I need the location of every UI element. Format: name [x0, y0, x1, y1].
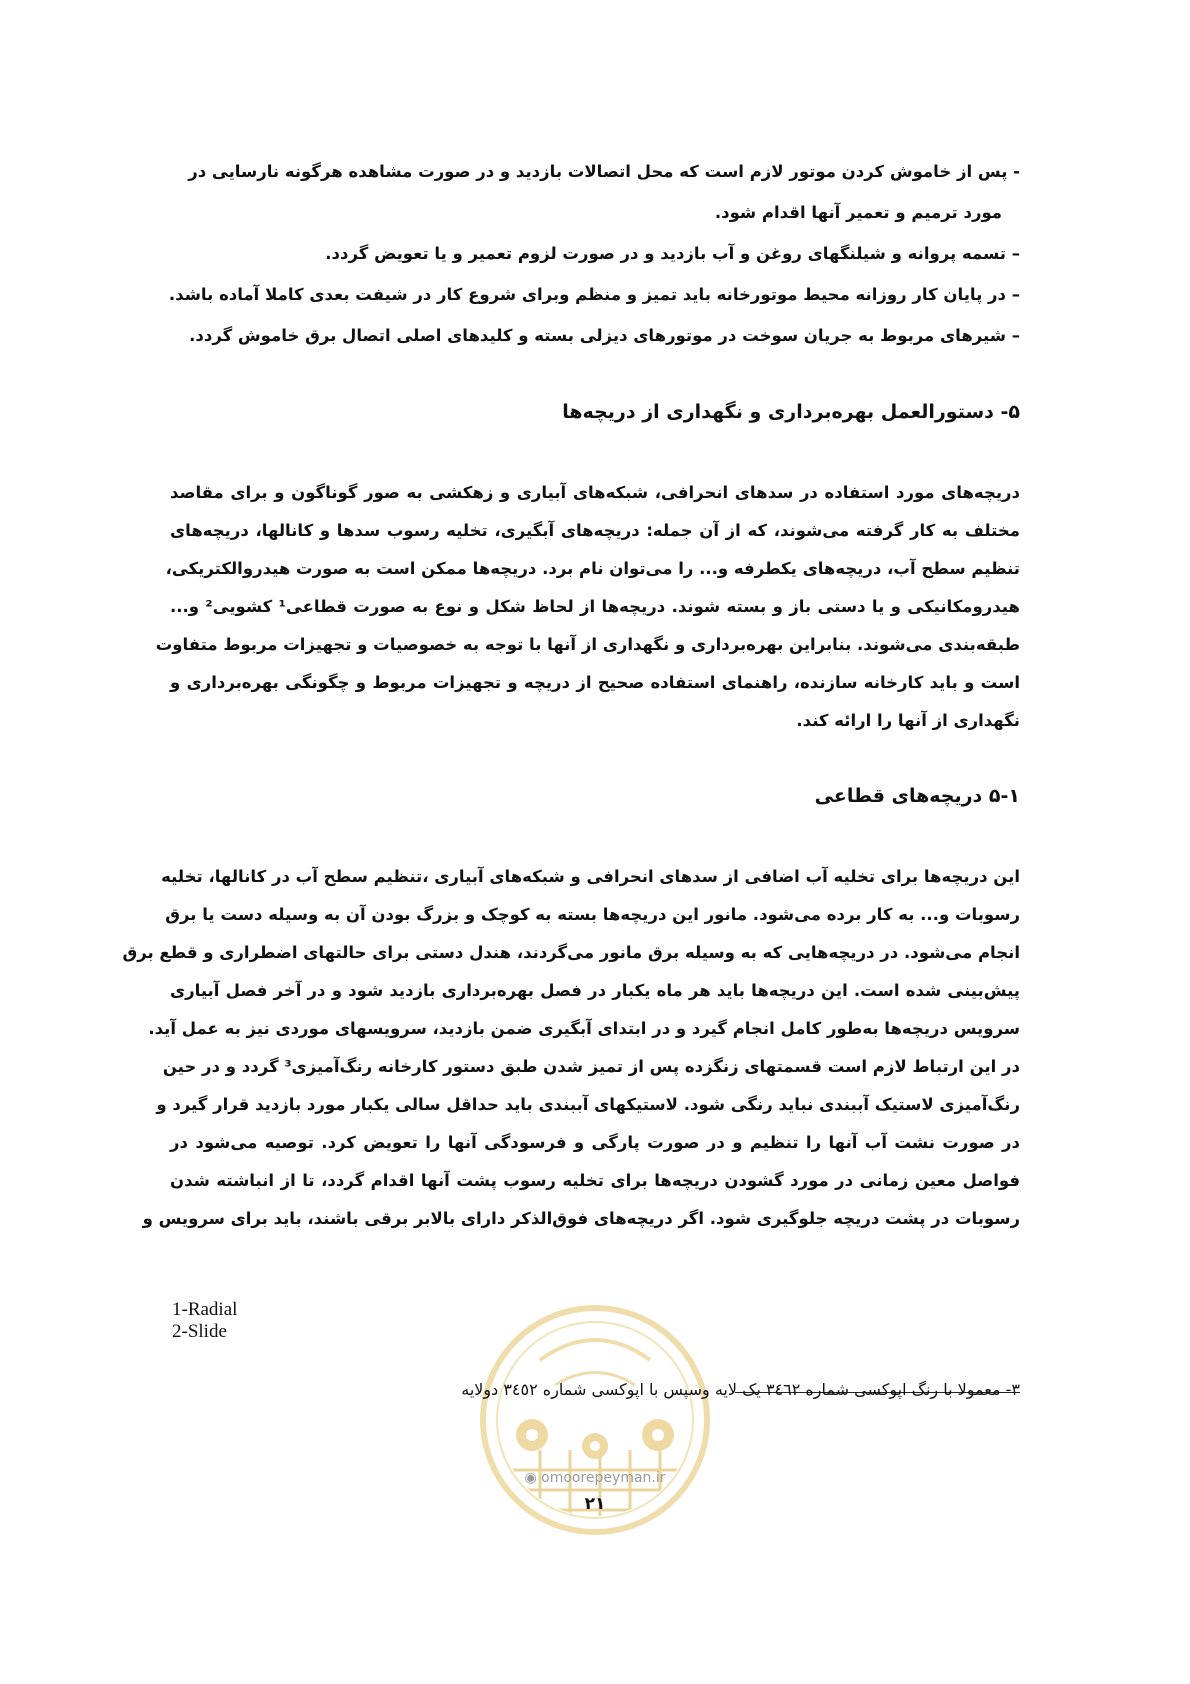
section-5-1-line: رنگ‌آمیزی لاستیک آببندی نباید رنگی شود. لاستیکهای آببندی باید حداقل سالی یکبار مورد بازدید قرار گیرد و [156, 1095, 1020, 1114]
section-5-line: است و باید کارخانه سازنده، راهنمای استفاده صحیح از دریچه و تجهیزات مربوط و چگونگی بهره‌برداری و [170, 673, 1020, 692]
section-5-1-line: سرویس دریچه‌ها به‌طور کامل انجام گیرد و در ابتدای آبگیری ضمن بازدید، سرویسهای موردی نیز به عمل آید. [148, 1019, 1020, 1038]
section-5-line: تنظیم سطح آب، دریچه‌های یکطرفه و... را می‌توان نام برد. دریچه‌ها ممکن است به صورت هیدروالکتریکی، [165, 559, 1020, 578]
intro-bullet-2: – تسمه پروانه و شیلنگهای روغن و آب بازدید و در صورت لزوم تعمیر و یا تعویض گردد. [325, 244, 1020, 263]
section-5-1-line: در صورت نشت آب آنها را تنظیم و در صورت پارگی و فرسودگی آنها را تعویض کرد. توصیه می‌شود در [170, 1133, 1020, 1152]
section-5-1-line: فواصل معین زمانی در مورد گشودن دریچه‌ها برای تخلیه رسوب پشت آنها اقدام گردد، تا از انباشته شدن [170, 1171, 1020, 1190]
footnote-1: 1-Radial [172, 1299, 238, 1320]
watermark-url [0, 1470, 1190, 1486]
section-5-line: طبقه‌بندی می‌شوند. بنابراین بهره‌برداری و نگهداری از آنها با توجه به خصوصیات و تجهیزات مربوط متفاوت [155, 635, 1020, 654]
watermark-url-text: omoorepeyman.ir [541, 1470, 666, 1486]
section-5-1-line: این دریچه‌ها برای تخلیه آب اضافی از سدهای انحرافی و شبکه‌های آبیاری ،تنظیم سطح آب در کانالها، تخلیه [161, 867, 1020, 886]
watermark-logo-mark: ◉ [524, 1470, 537, 1486]
section-5-1-line: رسوبات و... به کار برده می‌شود. مانور این دریچه‌ها بسته به کوچک و بزرگ بودن آن به وسیله دست یا برق [165, 905, 1020, 924]
section-5-line: مختلف به کار گرفته می‌شوند، که از آن جمله: دریچه‌های آبگیری، تخلیه رسوب سدها و کانالها، دریچه‌های [170, 521, 1020, 540]
section-5-line: دریچه‌های مورد استفاده در سدهای انحرافی، شبکه‌های آبیاری و زهکشی به صور گوناگون و برای مقاصد [170, 483, 1020, 502]
footnote-2: 2-Slide [172, 1321, 227, 1342]
section-5-1-line: رسوبات در پشت دریچه جلوگیری شود. اگر دریچه‌های فوق‌الذکر دارای بالابر برقی باشند، باید برای سرویس و [142, 1209, 1020, 1228]
section-5-1-heading: ۵-۱ دریچه‌های قطاعی [814, 785, 1020, 807]
footnote-3: ۳- معمولا با رنگ اپوکسی شماره ۳٤٦۲ یک لایه وسپس با اپوکسی شماره ۳٤٥۲ دولایه [461, 1380, 1020, 1399]
page-number: ۲۱ [584, 1494, 606, 1514]
intro-bullet-1-continued: مورد ترمیم و تعمیر آنها اقدام شود. [714, 203, 1002, 222]
section-5-line: هیدرومکانیکی و یا دستی باز و بسته شوند. دریچه‌ها از لحاظ شکل و نوع به صورت قطاعی¹ کشویی² و... [170, 597, 1020, 616]
section-5-1-line: انجام می‌شود. در دریچه‌هایی که به وسیله برق مانور می‌گردند، هندل دستی برای حالتهای اضطراری و قطع برق [122, 943, 1020, 962]
intro-bullet-3: – در پایان کار روزانه محیط موتورخانه باید تمیز و منظم وبرای شروع کار در شیفت بعدی کاملا آماده باشد. [168, 285, 1020, 304]
section-5-line-last: نگهداری از آنها را ارائه کند. [796, 711, 1020, 730]
section-5-heading: ۵- دستورالعمل بهره‌برداری و نگهداری از دریچه‌ها [562, 401, 1020, 423]
intro-bullet-4: – شیرهای مربوط به جریان سوخت در موتورهای دیزلی بسته و کلیدهای اصلی اتصال برق خاموش گردد. [189, 326, 1020, 345]
intro-bullet-1: - پس از خاموش کردن موتور لازم است که محل اتصالات بازدید و در صورت مشاهده هرگونه نارسایی در [188, 162, 1020, 181]
section-5-1-line: پیش‌بینی شده است. این دریچه‌ها باید هر ماه یکبار در فصل بهره‌برداری بازدید شود و در آخر فصل آبیاری [170, 981, 1020, 1000]
section-5-1-line: در این ارتباط لازم است قسمتهای زنگزده پس از تمیز شدن طبق دستور کارخانه رنگ‌آمیزی³ گردد و در حین [162, 1057, 1020, 1076]
